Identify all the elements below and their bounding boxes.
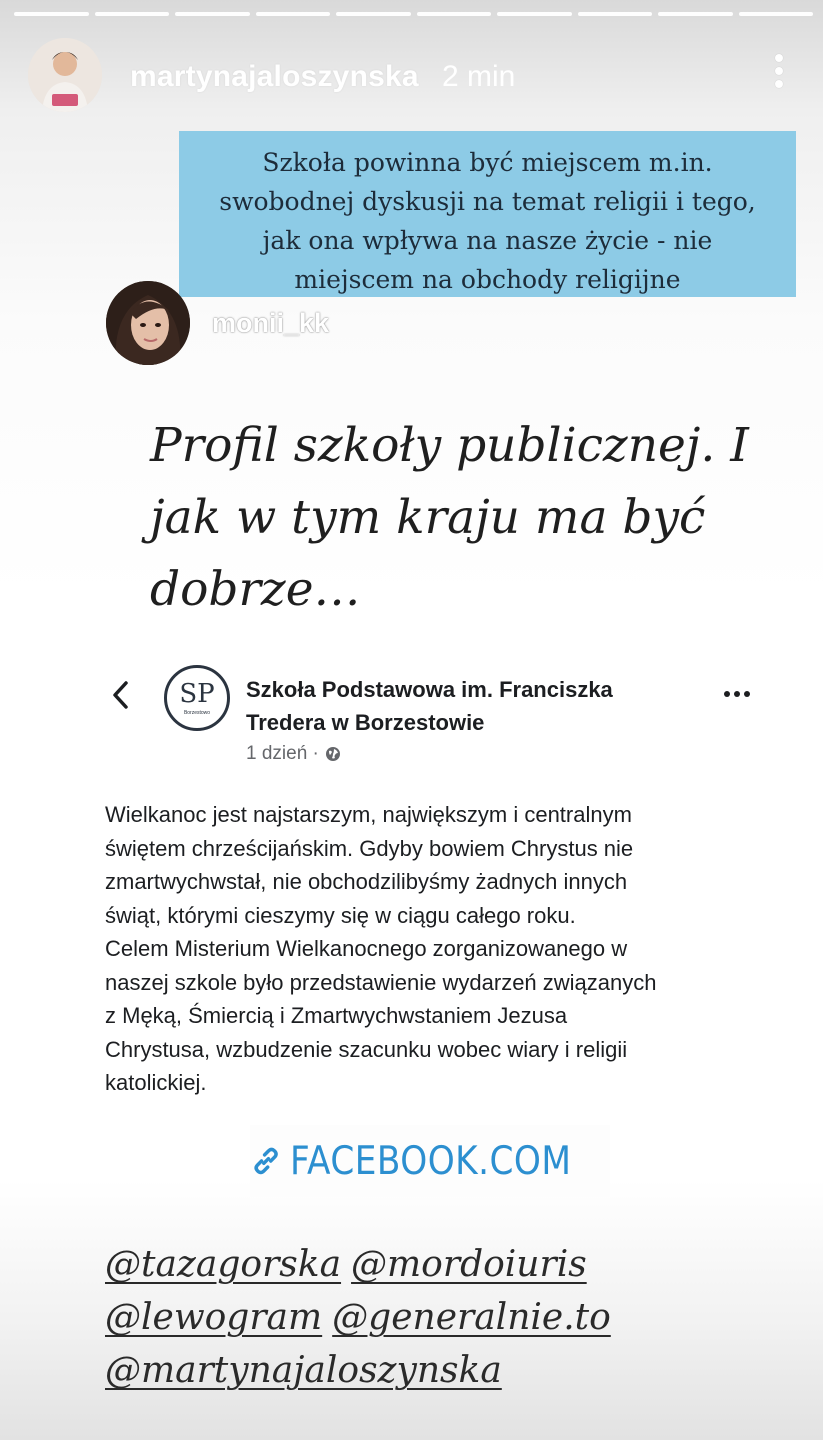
post-body-line: Wielkanoc jest najstarszym, największym i centralnym xyxy=(105,802,632,827)
post-body-line: zmartwychwstał, nie obchodzilibyśmy żadnych innych xyxy=(105,869,628,894)
author-avatar[interactable] xyxy=(28,38,102,112)
reply-avatar-image xyxy=(106,281,190,365)
progress-segment xyxy=(417,12,492,16)
headline-text xyxy=(150,410,750,626)
post-body xyxy=(105,798,765,1100)
progress-segment xyxy=(175,12,250,16)
author-avatar-image xyxy=(28,38,102,112)
mention-link[interactable]: @lewogram xyxy=(105,1297,323,1338)
progress-segment xyxy=(95,12,170,16)
post-body-line: Chrystusa, wzbudzenie szacunku wobec wiary i religii xyxy=(105,1036,628,1062)
globe-icon xyxy=(325,746,341,762)
post-body-line: z Męką, Śmiercią i Zmartwychwstaniem Jezusa xyxy=(105,1003,568,1028)
page-name-line: Tredera w Borzestowie xyxy=(246,710,485,735)
school-logo-text: SP xyxy=(179,679,215,709)
school-logo[interactable] xyxy=(164,665,230,731)
post-date: 1 dzień · xyxy=(246,743,319,764)
quote-line: swobodnej dyskusji na temat religii i tego, xyxy=(219,187,756,216)
mention-link[interactable]: @martynajaloszynska xyxy=(105,1350,502,1391)
page-name-line: Szkoła Podstawowa im. Franciszka xyxy=(246,677,613,702)
post-body-line: naszej szkole było przedstawienie wydarzeń związanych xyxy=(105,969,657,995)
link-sticker[interactable] xyxy=(250,1125,610,1197)
quote-box xyxy=(179,131,796,297)
link-icon xyxy=(250,1140,282,1182)
quote-line: miejscem na obchody religijne xyxy=(294,265,681,294)
headline-line: Profil szkoły publicznej. I xyxy=(150,418,749,473)
headline-line: dobrze… xyxy=(150,562,361,617)
post-body-line: świętem chrześcijańskim. Gdyby bowiem Chrystus nie xyxy=(105,835,634,861)
post-time: 2 min xyxy=(442,60,516,93)
page-name[interactable] xyxy=(246,673,706,739)
progress-segment xyxy=(739,12,814,16)
progress-segment xyxy=(256,12,331,16)
post-body-line: katolickiej. xyxy=(105,1070,207,1095)
mention-link[interactable]: @generalnie.to xyxy=(332,1297,611,1338)
more-options-icon[interactable] xyxy=(771,54,787,94)
progress-segment xyxy=(658,12,733,16)
progress-segment xyxy=(497,12,572,16)
mention-link[interactable]: @mordoiuris xyxy=(351,1244,587,1285)
progress-segment xyxy=(336,12,411,16)
school-logo-subtext: Borzestowo xyxy=(183,710,211,716)
story-progress-bar xyxy=(14,12,813,16)
headline-line: jak w tym kraju ma być xyxy=(150,490,706,545)
reply-avatar xyxy=(106,281,190,365)
mentions xyxy=(105,1238,805,1397)
author-username[interactable]: martynajaloszynska xyxy=(130,60,419,93)
post-body-line: Celem Misterium Wielkanocnego zorganizowanego w xyxy=(105,936,628,961)
quote-line: Szkoła powinna być miejscem m.in. xyxy=(262,148,713,177)
quote-line: jak ona wpływa na nasze życie - nie xyxy=(262,226,713,255)
post-meta xyxy=(246,743,341,765)
link-text: FACEBOOK.COM xyxy=(290,1138,572,1184)
post-more-icon[interactable] xyxy=(724,691,750,697)
story-header xyxy=(28,38,787,114)
progress-segment xyxy=(578,12,653,16)
reply-username: monii_kk xyxy=(212,308,330,338)
mention-link[interactable]: @tazagorska xyxy=(105,1244,342,1285)
back-chevron-icon[interactable] xyxy=(110,679,132,711)
post-body-line: świąt, którymi cieszymy się w ciągu całego roku. xyxy=(105,902,576,928)
facebook-post-card xyxy=(90,655,770,1125)
progress-segment xyxy=(14,12,89,16)
